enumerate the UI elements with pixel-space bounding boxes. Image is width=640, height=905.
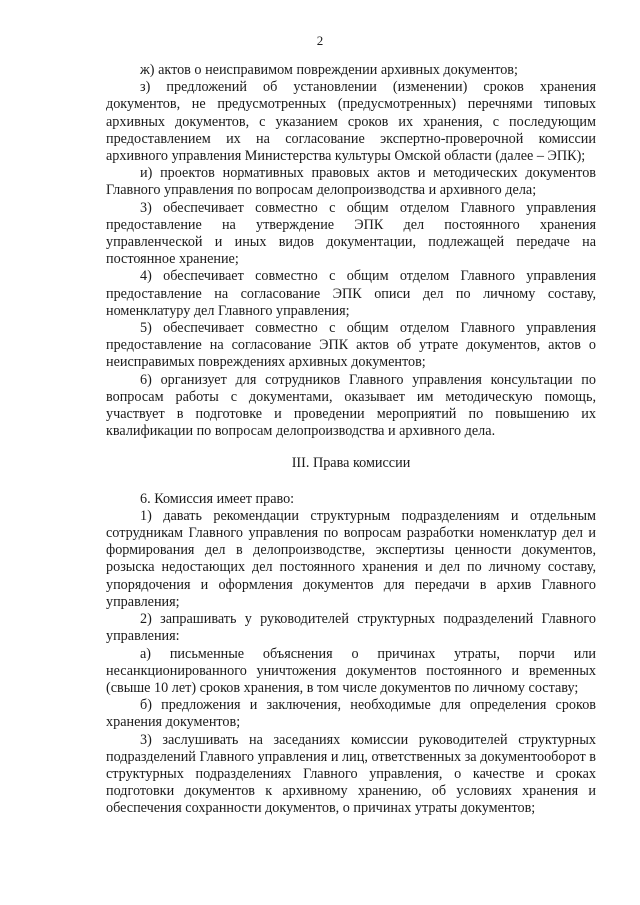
paragraph: 5) обеспечивает совместно с общим отделом Главного управления предоставление на согласование ЭПК актов об утрате документов, актов о неисправимых повреждениях архивных документов;: [106, 320, 596, 371]
paragraph: 6) организует для сотрудников Главного управления консультации по вопросам работы с документами, оказывает им методическую помощь, участвует в подготовке и проведении мероприятий по повышению их квалификации по вопросам делопроизводства и архивного дела.: [106, 371, 596, 440]
paragraph: 4) обеспечивает совместно с общим отделом Главного управления предоставление на согласование ЭПК описи дел по личному составу, номенклатуру дел Главного управления;: [106, 268, 596, 319]
paragraph: 1) давать рекомендации структурным подразделениям и отдельным сотрудникам Главного управления по вопросам разработки номенклатур дел и формирования дел в делопроизводстве, экспертизы ценности документов, розыска недостающих дел постоянного хранения и дел по личному составу, упорядочения и оформления документов для передачи в архив Главного управления;: [106, 507, 596, 610]
paragraph: з) предложений об установлении (изменении) сроков хранения документов, не предусмотренных (предусмотренных) перечнями типовых архивных документов, с указанием сроков их хранения, с последующим предоставлением их на согласование экспертно-проверочной комиссии архивного управления Министерства культуры Омской области (далее – ЭПК);: [106, 79, 596, 165]
paragraph: 3) заслушивать на заседаниях комиссии руководителей структурных подразделений Главного управления и лиц, ответственных за документооборот в структурных подразделениях Главного управления, о качестве и сроках подготовки документов к архивному хранению, об условиях хранения и обеспечения сохранности документов, о причинах утраты документов;: [106, 731, 596, 817]
paragraph: и) проектов нормативных правовых актов и методических документов Главного управления по вопросам делопроизводства и архивного дела;: [106, 165, 596, 199]
page-number: 2: [316, 33, 324, 48]
section-heading: III. Права комиссии: [291, 455, 411, 472]
paragraph: 6. Комиссия имеет право:: [140, 490, 295, 507]
paragraph: ж) актов о неисправимом повреждении архивных документов;: [140, 62, 518, 78]
paragraph: б) предложения и заключения, необходимые для определения сроков хранения документов;: [106, 697, 596, 731]
document-body: [106, 62, 596, 818]
paragraph: а) письменные объяснения о причинах утраты, порчи или несанкционированного уничтожения документов постоянного и временных (свыше 10 лет) сроков хранения, в том числе документов по личному составу;: [106, 645, 596, 696]
paragraph: 3) обеспечивает совместно с общим отделом Главного управления предоставление на утверждение ЭПК дел постоянного хранения управленческой и иных видов документации, подлежащей передаче на постоянное хранение;: [106, 199, 596, 268]
paragraph: 2) запрашивать у руководителей структурных подразделений Главного управления:: [106, 611, 596, 645]
